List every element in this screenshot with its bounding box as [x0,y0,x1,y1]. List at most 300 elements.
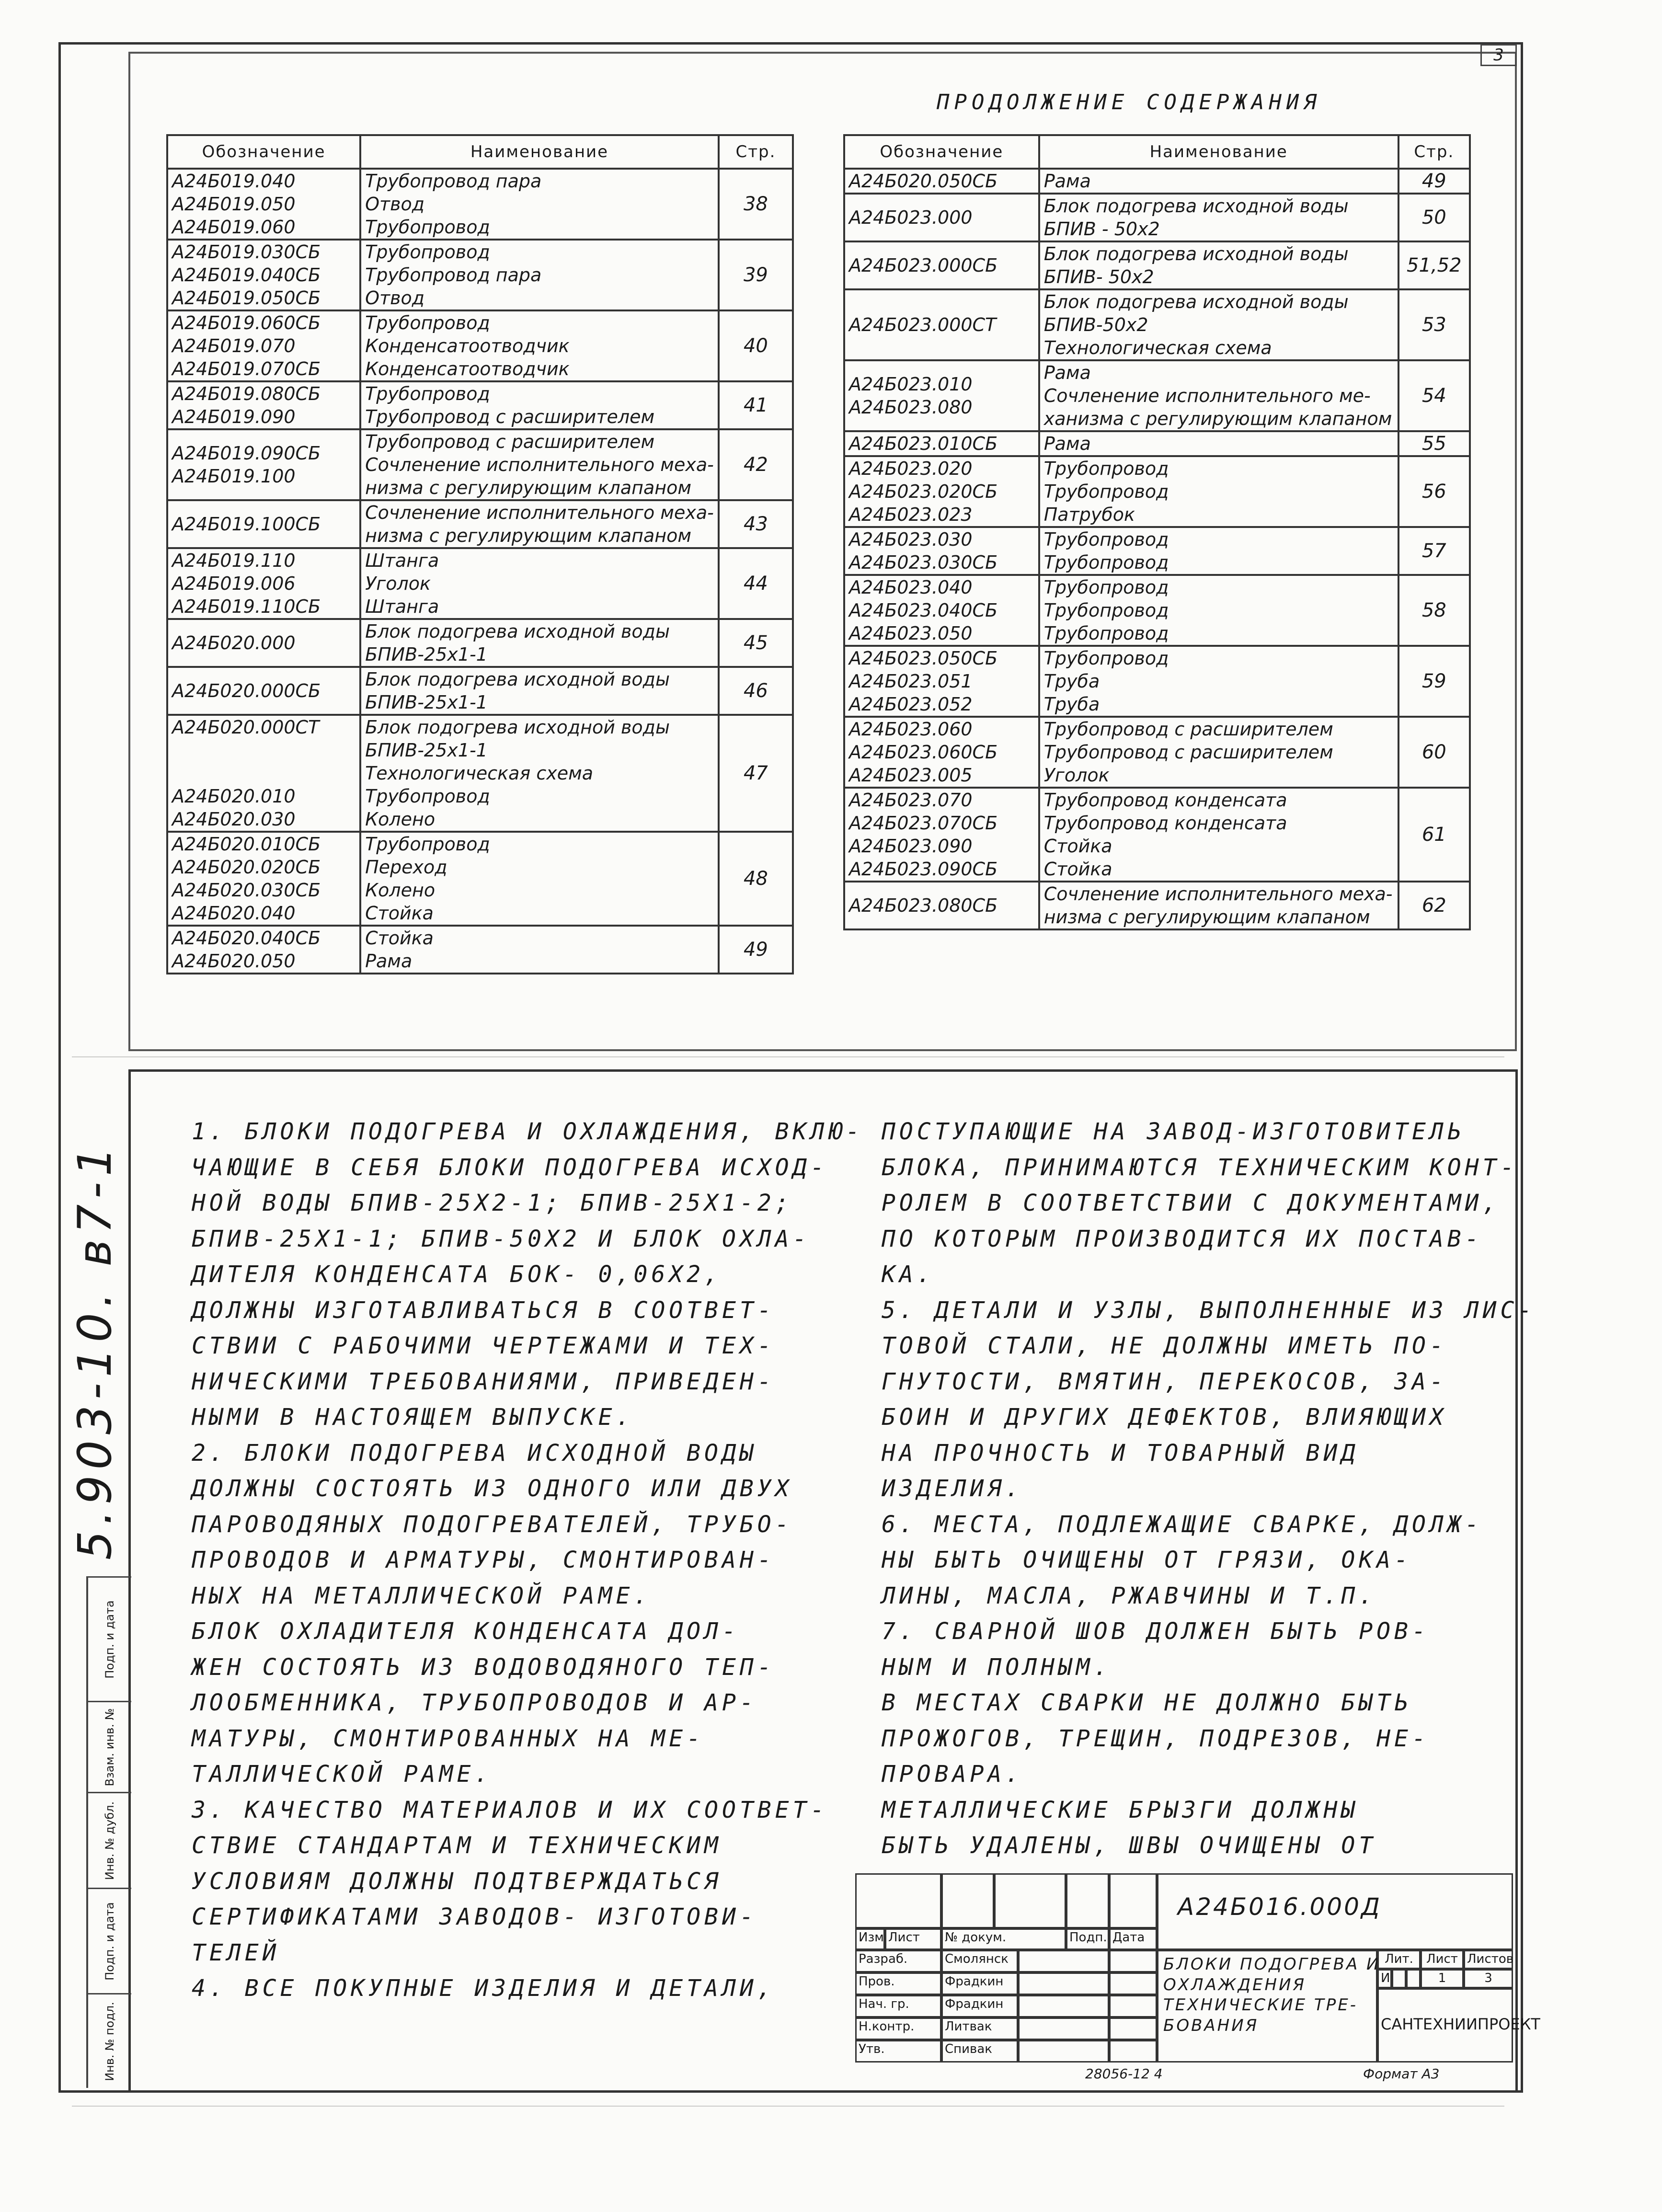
page-number: 59 [1398,646,1470,717]
page-number: 41 [719,381,793,429]
item-name: БПИВ- 50х2 [1043,266,1154,287]
page-number: 55 [1398,431,1470,456]
date-cell [1109,1995,1157,2017]
requirement-line: ПРОЖОГОВ, ТРЕЩИН, ПОДРЕЗОВ, НЕ- [882,1725,1430,1752]
designation: А24Б023.090СБ [849,859,998,880]
lit-label: Лит. [1377,1950,1421,1969]
requirement-line: МЕТАЛЛИЧЕСКИЕ БРЫЗГИ ДОЛЖНЫ [882,1796,1359,1823]
item-name: БПИВ - 50х2 [1043,218,1160,240]
requirement-line: 6. МЕСТА, ПОДЛЕЖАЩИЕ СВАРКЕ, ДОЛЖ- [882,1511,1483,1538]
designation: А24Б023.070СБ [849,813,998,834]
requirement-line: ПОСТУПАЮЩИЕ НА ЗАВОД-ИЗГОТОВИТЕЛЬ [882,1118,1465,1145]
name-cell [1039,456,1398,527]
side-strip-label: Инв. № подл. [103,2002,116,2081]
requirement-line: 1. БЛОКИ ПОДОГРЕВА И ОХЛАЖДЕНИЯ, ВКЛЮ- [192,1118,864,1145]
requirement-line: ТЕЛЕЙ [192,1939,280,1966]
item-name: Трубопровод [1043,481,1169,502]
designation: А24Б023.050СБ [849,648,998,669]
date-cell [1109,1972,1157,1995]
designation: А24Б020.040 [172,903,296,924]
organization: САНТЕХНИИПРОЕКТ [1377,1988,1513,2063]
title-block-header: Дата [1109,1928,1157,1950]
designation: А24Б023.050 [849,623,973,644]
item-name: Сочленение исполнительного меха- [365,454,714,475]
item-name: Блок подогрева исходной воды [365,669,670,690]
designation [172,762,355,785]
designation: А24Б023.020 [849,458,973,479]
header-designation: Обозначение [844,135,1039,169]
designation: А24Б019.110 [172,550,296,571]
designation-cell [844,575,1039,646]
header-name: Наименование [1039,135,1398,169]
side-strip-label: Инв. № дубл. [103,1801,116,1880]
item-name: Трубопровод с расширителем [1043,742,1333,763]
header-page: Стр. [1398,135,1470,169]
table-row [167,310,793,381]
designation: А24Б019.100СБ [172,514,321,535]
name-cell [360,240,719,310]
document-name: БЛОКИ ПОДОГРЕВА И ОХЛАЖДЕНИЯ ТЕХНИЧЕСКИЕ ТРЕ- БОВАНИЯ [1157,1950,1377,2063]
requirement-line: ЖЕН СОСТОЯТЬ ИЗ ВОДОВОДЯНОГО ТЕП- [192,1653,775,1681]
item-name: Технологическая схема [365,763,594,784]
designation: А24Б023.005 [849,765,973,786]
requirement-line: ТАЛЛИЧЕСКОЙ РАМЕ. [192,1761,493,1788]
designation-cell [167,667,360,715]
name-cell [360,169,719,240]
designation: А24Б023.080 [849,397,973,418]
name-cell [360,310,719,381]
designation: А24Б023.052 [849,694,973,715]
side-stamp-strip [86,1576,131,2088]
designation: А24Б019.060СБ [172,312,321,333]
table-row [844,646,1470,717]
item-name: Стойка [365,903,434,924]
requirement-line: КА. [882,1261,935,1288]
item-name: Блок подогрева исходной воды [1043,195,1349,217]
name-cell [1039,717,1398,788]
requirement-line: БПИВ-25Х1-1; БПИВ-50Х2 И БЛОК ОХЛА- [192,1225,811,1252]
item-name: Сочленение исполнительного меха- [1043,883,1393,905]
designation: А24Б019.040СБ [172,264,321,286]
name-cell [360,667,719,715]
item-name: Трубопровод [365,217,490,238]
item-name: Рама [1043,433,1091,454]
sheets-value: 3 [1464,1969,1513,1988]
designation: А24Б023.010 [849,374,973,395]
header-page: Стр. [719,135,793,169]
signature-cell [1018,1995,1109,2017]
signatory-role: Пров. [855,1972,941,1995]
document-code: А24Б016.000Д [1157,1873,1513,1950]
name-cell [360,548,719,619]
lit-value: И [1377,1969,1392,1988]
table-row [844,882,1470,929]
designation: А24Б020.010СБ [172,834,321,855]
item-name: Сочленение исполнительного ме- [1043,385,1371,406]
item-name: Трубопровод с расширителем [365,406,655,427]
signatory-name: Литвак [941,2017,1018,2040]
name-cell [1039,194,1398,241]
signature-cell [1018,2017,1109,2040]
designation: А24Б023.090 [849,836,973,857]
item-name: Трубопровод конденсата [1043,790,1287,811]
page-number: 49 [1398,169,1470,194]
title-block-header: Подп. [1066,1928,1109,1950]
requirement-line: НЫМ И ПОЛНЫМ. [882,1653,1112,1681]
date-cell [1109,2017,1157,2040]
designation: А24Б019.060 [172,217,296,238]
name-cell [1039,360,1398,431]
designation: А24Б019.090 [172,406,296,427]
item-name: Блок подогрева исходной воды [1043,291,1349,312]
designation: А24Б019.070 [172,335,296,356]
item-name: Штанга [365,550,439,571]
item-name: Трубопровод [1043,577,1169,598]
requirement-line: СЕРТИФИКАТАМИ ЗАВОДОВ- ИЗГОТОВИ- [192,1903,757,1930]
table-row [167,619,793,667]
side-strip-label: Подп. и дата [103,1600,116,1679]
requirement-line: БЫТЬ УДАЛЕНЫ, ШВЫ ОЧИЩЕНЫ ОТ [882,1832,1377,1859]
requirement-line: НОЙ ВОДЫ БПИВ-25Х2-1; БПИВ-25Х1-2; [192,1190,793,1216]
requirement-line: СТВИИ С РАБОЧИМИ ЧЕРТЕЖАМИ И ТЕХ- [192,1332,775,1359]
designation [172,739,355,762]
designation: А24Б019.050СБ [172,287,321,309]
item-name: Рама [365,951,413,972]
item-name: Трубопровод [1043,600,1169,621]
page-number: 61 [1398,788,1470,882]
designation-cell [167,310,360,381]
rev-cell [941,1873,994,1928]
item-name: Трубопровод [1043,552,1169,573]
designation-cell [167,169,360,240]
item-name: Уголок [1043,765,1110,786]
signatory-name: Спивак [941,2040,1018,2063]
side-strip-label: Взам. инв. № [103,1708,116,1787]
item-name: Труба [1043,694,1100,715]
page-number: 50 [1398,194,1470,241]
title-block-header: Лист [885,1928,941,1950]
signatory-name: Фрадкин [941,1972,1018,1995]
item-name: Трубопровод [365,241,490,263]
item-name: низма с регулирующим клапаном [365,525,692,546]
header-name: Наименование [360,135,719,169]
contents-table-right [843,134,1471,930]
requirement-line: УСЛОВИЯМ ДОЛЖНЫ ПОДТВЕРЖДАТЬСЯ [192,1868,722,1895]
item-name: БПИВ-25х1-1 [365,644,488,665]
item-name: Трубопровод пара [365,264,542,286]
designation: А24Б023.040 [849,577,973,598]
table-row [167,548,793,619]
signature-cell [1018,2040,1109,2063]
designation: А24Б023.000СБ [849,255,998,276]
designation: А24Б023.040СБ [849,600,998,621]
item-name: Блок подогрева исходной воды [365,621,670,642]
designation: А24Б019.070СБ [172,358,321,379]
item-name: Патрубок [1043,504,1135,525]
page-number: 40 [719,310,793,381]
page-number: 54 [1398,360,1470,431]
requirement-line: ЛООБМЕННИКА, ТРУБОПРОВОДОВ И АР- [192,1689,757,1716]
name-cell [1039,646,1398,717]
name-cell [1039,431,1398,456]
continuation-title: ПРОДОЛЖЕНИЕ СОДЕРЖАНИЯ [937,90,1321,115]
page-number: 39 [719,240,793,310]
item-name: Трубопровод [1043,529,1169,550]
item-name: Рама [1043,362,1091,383]
designation-cell [844,456,1039,527]
name-cell [1039,289,1398,360]
designation: А24Б023.030 [849,529,973,550]
requirement-line: ТОВОЙ СТАЛИ, НЕ ДОЛЖНЫ ИМЕТЬ ПО- [882,1332,1447,1359]
requirement-line: НЫ БЫТЬ ОЧИЩЕНЫ ОТ ГРЯЗИ, ОКА- [882,1547,1412,1573]
signatory-name: Фрадкин [941,1995,1018,2017]
signature-cell [1018,1972,1109,1995]
item-name: Стойка [1043,859,1112,880]
item-name: Блок подогрева исходной воды [1043,243,1349,264]
designation: А24Б019.090СБ [172,443,321,464]
name-cell [360,619,719,667]
item-name: Стойка [1043,836,1112,857]
designation: А24Б019.110СБ [172,596,321,617]
name-cell [360,926,719,974]
header-designation: Обозначение [167,135,360,169]
requirements-column-right [882,1114,1536,1864]
item-name: Отвод [365,287,425,309]
title-block [855,1873,1540,2088]
designation: А24Б020.010 [172,786,296,807]
requirement-line: ЛИНЫ, МАСЛА, РЖАВЧИНЫ И Т.П. [882,1582,1377,1609]
designation: А24Б023.020СБ [849,481,998,502]
designation-cell [844,360,1039,431]
designation-cell [844,241,1039,289]
table-row [167,240,793,310]
rev-cell [1066,1873,1109,1928]
table-row [167,500,793,548]
item-name: низма с регулирующим клапаном [365,477,692,498]
name-cell [1039,169,1398,194]
designation-cell [844,717,1039,788]
page-number: 53 [1398,289,1470,360]
rev-cell [855,1873,941,1928]
lit-empty-cell [1392,1969,1406,1988]
title-block-header: № докум. [941,1928,1066,1950]
designation: А24Б023.070 [849,790,973,811]
signatory-role: Утв. [855,2040,941,2063]
page-number: 56 [1398,456,1470,527]
page-number: 43 [719,500,793,548]
requirement-line: НА ПРОЧНОСТЬ И ТОВАРНЫЙ ВИД [882,1439,1359,1467]
table-row [167,715,793,832]
name-cell [1039,788,1398,882]
page-number: 49 [719,926,793,974]
table-row [167,169,793,240]
table-row [844,431,1470,456]
name-cell [360,832,719,926]
item-name: Трубопровод [365,383,490,404]
requirement-line: СТВИЕ СТАНДАРТАМ И ТЕХНИЧЕСКИМ [192,1832,722,1859]
requirement-line: 5. ДЕТАЛИ И УЗЛЫ, ВЫПОЛНЕННЫЕ ИЗ ЛИС- [882,1296,1536,1324]
item-name: Трубопровод с расширителем [365,431,655,452]
designation-cell [167,715,360,832]
signatory-role: Н.контр. [855,2017,941,2040]
sheet-number: 3 [1480,44,1517,66]
table-row [844,289,1470,360]
requirement-line: НЫХ НА МЕТАЛЛИЧЕСКОЙ РАМЕ. [192,1582,652,1609]
item-name: Трубопровод [1043,648,1169,669]
item-name: Конденсатоотводчик [365,335,570,356]
requirement-line: ПРОВОДОВ И АРМАТУРЫ, СМОНТИРОВАН- [192,1547,775,1573]
page-number: 45 [719,619,793,667]
requirement-line: 2. БЛОКИ ПОДОГРЕВА ИСХОДНОЙ ВОДЫ [192,1439,757,1467]
designation: А24Б023.010СБ [849,433,998,454]
requirement-line: ПРОВАРА. [882,1761,1023,1788]
signature-cell [1018,1950,1109,1972]
table-row [167,667,793,715]
designation: А24Б023.030СБ [849,552,998,573]
requirement-line: БЛОК ОХЛАДИТЕЛЯ КОНДЕНСАТА ДОЛ- [192,1618,740,1645]
designation: А24Б019.100 [172,466,296,487]
designation-cell [844,646,1039,717]
sheets-label: Листов [1464,1950,1513,1969]
item-name: Блок подогрева исходной воды [365,717,670,738]
designation: А24Б020.000СТ [172,717,320,738]
item-name: низма с регулирующим клапаном [1043,906,1370,928]
table-row [167,926,793,974]
item-name: БПИВ-25х1-1 [365,740,488,761]
designation: А24Б020.030 [172,809,296,830]
designation: А24Б023.080СБ [849,895,998,916]
sheet-label: Лист [1421,1950,1464,1969]
title-block-header: Изм [855,1928,885,1950]
item-name: Трубопровод [1043,458,1169,479]
table-row [844,788,1470,882]
designation: А24Б019.080СБ [172,383,321,404]
name-cell [360,429,719,500]
designation-cell [167,619,360,667]
item-name: Конденсатоотводчик [365,358,570,379]
name-cell [1039,527,1398,575]
requirement-line: В МЕСТАХ СВАРКИ НЕ ДОЛЖНО БЫТЬ [882,1689,1412,1716]
item-name: Штанга [365,596,439,617]
name-cell [1039,882,1398,929]
designation-cell [844,527,1039,575]
item-name: Трубопровод [1043,623,1169,644]
table-row [167,381,793,429]
table-row [844,717,1470,788]
requirement-line: 7. СВАРНОЙ ШОВ ДОЛЖЕН БЫТЬ РОВ- [882,1618,1430,1645]
designation: А24Б020.000 [172,632,296,653]
designation-cell [844,169,1039,194]
page-number: 57 [1398,527,1470,575]
designation-cell [167,240,360,310]
requirement-line: БЛОКА, ПРИНИМАЮТСЯ ТЕХНИЧЕСКИМ КОНТ- [882,1154,1518,1181]
item-name: Трубопровод [365,834,490,855]
table-row [844,360,1470,431]
signatory-role: Разраб. [855,1950,941,1972]
page-number: 44 [719,548,793,619]
table-row [844,527,1470,575]
designation: А24Б020.020СБ [172,857,321,878]
name-cell [360,715,719,832]
designation: А24Б020.040СБ [172,928,321,949]
designation: А24Б023.000 [849,207,973,228]
item-name: ханизма с регулирующим клапаном [1043,408,1392,429]
page-number: 62 [1398,882,1470,929]
signatory-role: Нач. гр. [855,1995,941,2017]
requirement-line: НИЧЕСКИМИ ТРЕБОВАНИЯМИ, ПРИВЕДЕН- [192,1368,775,1395]
designation-cell [844,882,1039,929]
table-row [844,194,1470,241]
requirement-line: ИЗДЕЛИЯ. [882,1475,1023,1502]
requirement-line: ГНУТОСТИ, ВМЯТИН, ПЕРЕКОСОВ, ЗА- [882,1368,1447,1395]
item-name: Уголок [365,573,431,594]
page-number: 58 [1398,575,1470,646]
item-name: Труба [1043,671,1100,692]
item-name: Колено [365,880,436,901]
designation: А24Б023.000СТ [849,314,997,335]
date-cell [1109,1950,1157,1972]
album-code: 5.903-10. в7-1 [68,1141,122,1560]
requirement-line: ПАРОВОДЯНЫХ ПОДОГРЕВАТЕЛЕЙ, ТРУБО- [192,1511,793,1538]
name-cell [360,381,719,429]
requirement-line: БОИН И ДРУГИХ ДЕФЕКТОВ, ВЛИЯЮЩИХ [882,1404,1447,1431]
designation-cell [844,289,1039,360]
requirement-line: ДОЛЖНЫ СОСТОЯТЬ ИЗ ОДНОГО ИЛИ ДВУХ [192,1475,793,1502]
designation: А24Б019.040 [172,171,296,192]
item-name: Рама [1043,171,1091,192]
name-cell [360,500,719,548]
page-number: 60 [1398,717,1470,788]
requirement-line: ДОЛЖНЫ ИЗГОТАВЛИВАТЬСЯ В СООТВЕТ- [192,1296,775,1324]
lit-empty-cell [1406,1969,1421,1988]
designation-cell [844,194,1039,241]
designation: А24Б019.006 [172,573,296,594]
requirement-line: 4. ВСЕ ПОКУПНЫЕ ИЗДЕЛИЯ И ДЕТАЛИ, [192,1975,775,2002]
designation: А24Б020.030СБ [172,880,321,901]
scan-line [72,2106,1504,2107]
scan-line [72,1056,1504,1057]
inventory-number: 28056-12 4 [1085,2066,1163,2082]
requirement-line: ЧАЮЩИЕ В СЕБЯ БЛОКИ ПОДОГРЕВА ИСХОД- [192,1154,828,1181]
item-name: Технологическая схема [1043,337,1272,358]
rev-cell [1109,1873,1157,1928]
item-name: Сочленение исполнительного меха- [365,502,714,523]
table-row [167,429,793,500]
item-name: Трубопровод конденсата [1043,813,1287,834]
side-strip-section [88,1993,131,2089]
designation-cell [167,832,360,926]
designation: А24Б019.030СБ [172,241,321,263]
requirement-line: ДИТЕЛЯ КОНДЕНСАТА БОК- 0,06Х2, [192,1261,722,1288]
table-row [844,575,1470,646]
item-name: Стойка [365,928,434,949]
designation: А24Б023.051 [849,671,973,692]
requirement-line: ПО КОТОРЫМ ПРОИЗВОДИТСЯ ИХ ПОСТАВ- [882,1225,1483,1252]
requirement-line: МАТУРЫ, СМОНТИРОВАННЫХ НА МЕ- [192,1725,705,1752]
item-name: Трубопровод [365,786,490,807]
table-row [167,832,793,926]
designation-cell [167,500,360,548]
page-number: 48 [719,832,793,926]
side-strip-label: Подп. и дата [103,1902,116,1981]
table-row [844,169,1470,194]
designation: А24Б023.060СБ [849,742,998,763]
requirement-line: РОЛЕМ В СООТВЕТСТВИИ С ДОКУМЕНТАМИ, [882,1190,1501,1216]
designation-cell [167,548,360,619]
page-number: 42 [719,429,793,500]
table-row [844,456,1470,527]
item-name: Трубопровод [365,312,490,333]
